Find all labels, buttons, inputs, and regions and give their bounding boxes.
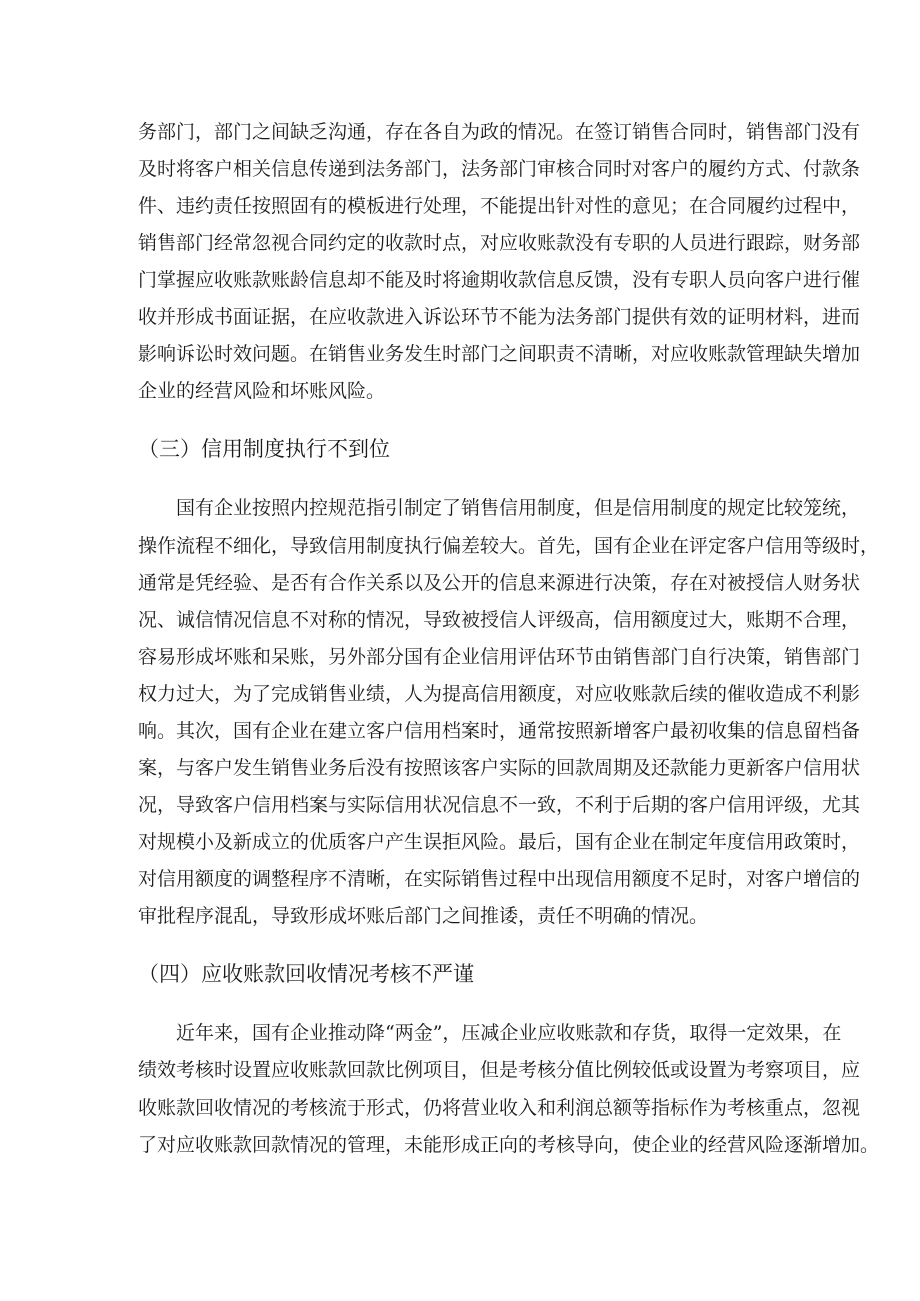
paragraph-line: 况、诚信情况信息不对称的情况，导致被授信人评级高，信用额度过大，账期不合理， — [138, 609, 861, 631]
paragraph-line: 收账款回收情况的考核流于形式，仍将营业收入和利润总额等指标作为考核重点，忽视 — [138, 1097, 861, 1119]
paragraph-line: 权力过大，为了完成销售业绩，人为提高信用额度，对应收账款后续的催收造成不利影 — [138, 683, 861, 705]
paragraph-line: 容易形成坏账和呆账，另外部分国有企业信用评估环节由销售部门自行决策，销售部门 — [138, 646, 861, 668]
paragraph-line: 务部门，部门之间缺乏沟通，存在各自为政的情况。在签订销售合同时，销售部门没有 — [138, 121, 861, 143]
paragraph-line: 对信用额度的调整程序不清晰，在实际销售过程中出现信用额度不足时，对客户增信的 — [138, 868, 861, 890]
paragraph-line: 企业的经营风险和坏账风险。 — [138, 380, 386, 402]
paragraph-line: 绩效考核时设置应收账款回款比例项目，但是考核分值比例较低或设置为考察项目，应 — [138, 1059, 861, 1081]
paragraph-line: 了对应收账款回款情况的管理，未能形成正向的考核导向，使企业的经营风险逐渐增加。 — [138, 1134, 880, 1156]
paragraph-line: 对规模小及新成立的优质客户产生误拒风险。最后，国有企业在制定年度信用政策时， — [138, 831, 861, 853]
paragraph-line: 操作流程不细化，导致信用制度执行偏差较大。首先，国有企业在评定客户信用等级时， — [138, 535, 880, 557]
paragraph-line: 收并形成书面证据，在应收款进入诉讼环节不能为法务部门提供有效的证明材料，进而 — [138, 306, 861, 328]
paragraph-line: 响。其次，国有企业在建立客户信用档案时，通常按照新增客户最初收集的信息留档备 — [138, 720, 861, 742]
paragraph-line: 销售部门经常忽视合同约定的收款时点，对应收账款没有专职的人员进行跟踪，财务部 — [138, 232, 861, 254]
paragraph-line: 通常是凭经验、是否有合作关系以及公开的信息来源进行决策，存在对被授信人财务状 — [138, 572, 861, 594]
paragraph-line: 门掌握应收账款账龄信息却不能及时将逾期收款信息反馈，没有专职人员向客户进行催 — [138, 269, 861, 291]
paragraph-line: 及时将客户相关信息传递到法务部门，法务部门审核合同时对客户的履约方式、付款条 — [138, 158, 861, 180]
section-heading-3: （三）信用制度执行不到位 — [138, 437, 390, 461]
paragraph-line: 件、违约责任按照固有的模板进行处理，不能提出针对性的意见；在合同履约过程中， — [138, 195, 861, 217]
section-heading-4: （四）应收账款回收情况考核不严谨 — [138, 962, 474, 986]
paragraph-line: 近年来，国有企业推动降“两金”，压减企业应收账款和存货，取得一定效果，在 — [176, 1022, 842, 1044]
paragraph-line: 国有企业按照内控规范指引制定了销售信用制度，但是信用制度的规定比较笼统， — [176, 497, 861, 519]
paragraph-line: 况，导致客户信用档案与实际信用状况信息不一致，不利于后期的客户信用评级，尤其 — [138, 794, 861, 816]
paragraph-line: 审批程序混乱，导致形成坏账后部门之间推诿，责任不明确的情况。 — [138, 905, 709, 927]
paragraph-line: 案，与客户发生销售业务后没有按照该客户实际的回款周期及还款能力更新客户信用状 — [138, 757, 861, 779]
paragraph-line: 影响诉讼时效问题。在销售业务发生时部门之间职责不清晰，对应收账款管理缺失增加 — [138, 343, 861, 365]
